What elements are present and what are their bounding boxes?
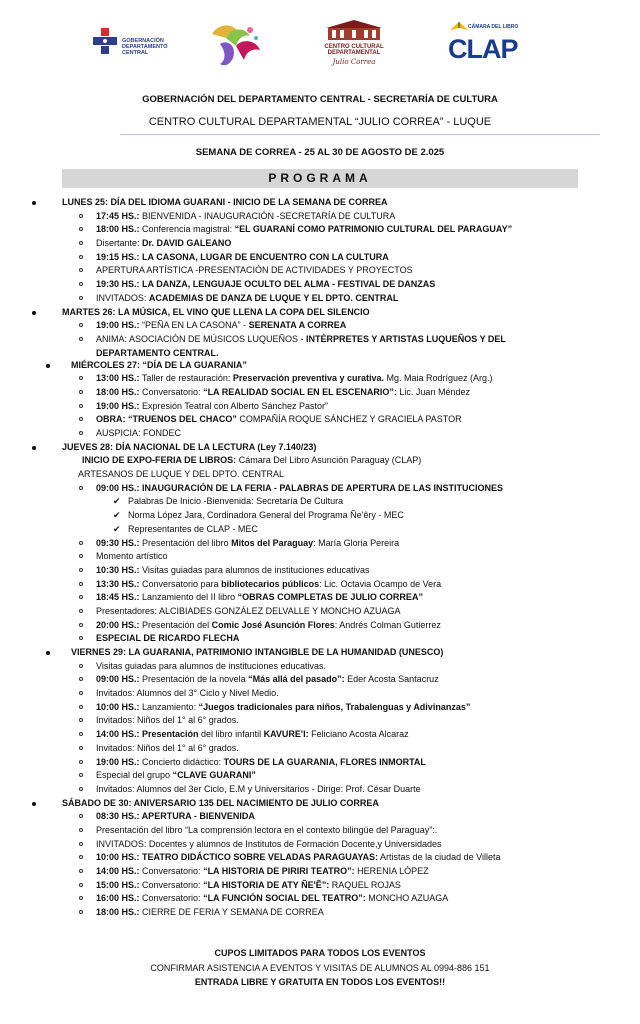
text-segment: MIÉRCOLES 27: “DÍA DE LA GUARANIA” [71,359,247,370]
text-segment: BIENVENIDA - INAUGURACIÓN -SECRETARÍA DE CULTURA [139,210,396,221]
program-line-text [96,756,426,770]
item-bullet [79,296,83,300]
text-segment: 13:30 HS.: [96,578,140,589]
day-bullet [32,446,36,450]
program-line [0,632,640,646]
item-bullet [79,828,83,832]
item-bullet [79,677,83,681]
program-line-text [96,810,255,824]
text-segment: COMPAÑÍA ROQUE SÁNCHEZ Y GRACIELA PASTOR [236,414,462,425]
program-line [0,865,640,879]
footer-cupos: CUPOS LIMITADOS PARA TODOS LOS EVENTOS [214,948,426,958]
programa-title: PROGRAMA [62,169,578,188]
item-bullet [79,896,83,900]
text-segment: Conversatorio: [139,879,204,890]
program-line [0,495,640,509]
text-segment: Presentación del [139,619,212,630]
text-segment: Invitados: Alumnos del 3° Ciclo y Nivel Medio. [96,688,279,699]
program-line-text [78,468,284,482]
text-segment: 14:00 HS.: Presentación [96,729,199,740]
text-segment: Feliciano Acosta Alcaraz [308,729,409,740]
program-line [0,619,640,633]
program-line [0,441,640,455]
program-line-text [96,824,437,838]
text-segment: : Andrés Colman Gutierrez [334,619,441,630]
gobernacion-logo-line3: CENTRAL [122,50,149,56]
text-segment: Lic. Juan Méndez [396,386,470,397]
item-bullet [79,337,83,341]
text-segment: ARTESANOS DE LUQUE Y DEL DPTO. CENTRAL [78,469,285,480]
text-segment: 10:30 HS.: [96,564,140,575]
program-line-text [96,865,429,879]
program-line [0,742,640,756]
text-segment: VIERNES 29: LA GUARANIA, PATRIMONIO INTANGIBLE DE LA HUMANIDAD [71,647,397,657]
program-line [0,454,640,468]
text-segment: Conferencia magistral: [139,224,235,235]
program-line [0,237,640,251]
program-line-text [62,441,316,455]
program-line-text [96,701,470,715]
text-segment: Presentadores: ALCIBIADES GONZÁLEZ DELVALLE Y MONCHO AZUAGA [96,605,401,616]
item-bullet [79,568,83,572]
text-segment: 16:00 HS.: [96,893,140,904]
program-line [0,306,640,320]
item-bullet [79,241,83,245]
text-segment: Invitados: Niños del 1° al 6° grados. [96,742,239,753]
text-segment: SERENATA A CORREA [248,320,347,331]
item-bullet [79,705,83,709]
text-segment: Conversatorio: [139,893,204,904]
text-segment: Concierto didáctico: [139,756,224,767]
program-line [0,264,640,278]
gobernacion-logo [92,18,172,74]
text-segment: 14:00 HS.: [96,866,140,876]
program-line [0,701,640,715]
text-segment: Presentación del libro “La comprensión lectora en el contexto bilingüe del Paraguay”:. [96,824,438,835]
program-line-text [96,237,231,251]
text-segment: (UNESCO) [396,647,444,657]
text-segment: 19:00 HS.: [96,320,140,331]
program-line-text [96,427,181,441]
program-line-text [96,591,423,605]
text-segment: Norma López Jara, Cordinadora General del Programa Ñe'êry - MEC [128,510,404,521]
text-segment: Conversatorio: [139,386,204,397]
item-bullet [79,732,83,736]
text-segment: ANIMA: ASOCIACIÓN DE MÚSICOS LUQUEÑOS - [96,333,307,344]
program-line-text [96,292,398,306]
program-line-text [96,906,324,920]
program-line [0,413,640,427]
program-line-text [62,196,388,210]
text-segment: SÁBADO DE 30: ANIVERSARIO 135 DEL NACIMIENTO DE JULIO CORREA [62,797,379,808]
program-line-text [96,251,389,265]
text-segment: Lanzamiento: [139,701,199,712]
text-segment: 08:30 HS.: APERTURA - BIENVENIDA [96,811,255,822]
item-bullet [79,268,83,272]
text-segment: MARTES 26: LA MÚSICA, EL VINO QUE LLENA LA COPA DEL SILENCIO [62,306,370,317]
text-segment: Preservación preventiva y curativa. [232,373,385,384]
program-line-text [96,838,442,852]
program-line-text [96,851,500,865]
item-bullet [79,760,83,764]
header-centro-cultural: CENTRO CULTURAL DEPARTAMENTAL “JULIO CORREA” - LUQUE [148,116,492,128]
header-secretaria: GOBERNACIÓN DEL DEPARTAMENTO CENTRAL - SECRETARÍA DE CULTURA [142,94,498,105]
text-segment: LUNES 25: DÍA DEL IDIOMA GUARANI - INICIO DE LA SEMANA DE CORREA [62,197,388,207]
text-segment: 10:00 HS.: [96,701,140,712]
bird-logo [204,18,266,74]
program-line [0,359,640,373]
item-bullet [79,582,83,586]
program-line-text [96,223,512,237]
program-line-text [96,619,441,633]
text-segment: “Más allá del pasado”: [248,674,345,685]
program-line [0,210,640,224]
day-bullet [32,201,36,205]
item-bullet [79,773,83,777]
text-segment: Eder Acosta Santacruz [344,674,439,685]
program-line [0,673,640,687]
text-segment: Conversatorio: [139,866,204,876]
text-segment: JUEVES 28: DÍA NACIONAL DE LA LECTURA [62,441,255,452]
program-line [0,278,640,292]
program-line-text [96,892,448,906]
text-segment: Invitados: Alumnos del 3er Ciclo, E.M y Universitarios - Dirige: Prof. César Duarte [96,783,421,794]
book-icon [448,18,470,34]
text-segment: INICIO DE EXPO-FERIA DE LIBROS: [82,455,237,466]
program-line [0,523,640,537]
text-segment: MONCHO AZUAGA [365,893,449,904]
day-bullet [32,802,36,806]
text-segment: “CLAVE GUARANI” [172,770,256,781]
centro-cultural-signature: Julio Correa [332,58,376,66]
header-semana: SEMANA DE CORREA - 25 AL 30 DE AGOSTO DE 2.025 [195,147,445,158]
item-bullet [79,417,83,421]
text-segment: TOURS DE LA GUARANIA, FLORES INMORTAL [223,756,426,767]
program-line-text [96,333,506,347]
text-segment: ACADEMIAS DE DANZA DE LUQUE Y EL DPTO. CENTRAL [148,292,399,303]
text-segment: Conversatorio para [139,578,222,589]
item-bullet [79,609,83,613]
centro-cultural-logo [316,18,392,74]
program-line [0,564,640,578]
text-segment: “LA HISTORIA DE ATY ÑE'Ẽ”: [203,879,330,890]
item-bullet [79,636,83,640]
text-segment: 09:00 HS.: INAUGURACIÓN DE LA FERIA - PALABRAS DE APERTURA DE LAS INSTITUCIONES [96,482,504,493]
text-segment: “LA HISTORIA DE PIRIRI TEATRO”: [203,866,355,876]
item-bullet [79,883,83,887]
program-line-text [96,386,470,400]
text-segment: Taller de restauración: [139,373,233,384]
text-segment: CIERRE DE FERIA Y SEMANA DE CORREA [139,907,324,918]
day-bullet [46,364,50,368]
text-segment: Invitados: Niños del 1° al 6° grados. [96,715,239,726]
text-segment: HERENIA LÓPEZ [354,866,429,876]
text-segment: Palabras De Inicio -Bienvenida: Secretaría De Cultura [128,496,344,507]
program-line-text [96,714,239,728]
program-line [0,251,640,265]
program-line-text [96,347,219,359]
program-line-text [96,319,346,333]
text-segment: Visitas guiadas para alumnos de instituciones educativas [139,564,370,575]
program-line [0,660,640,674]
program-line [0,292,640,306]
program-line [0,468,640,482]
program-line [0,824,640,838]
text-segment: (Ley 7.140/23) [254,441,317,452]
text-segment: Mitos del Paraguay [231,537,314,548]
text-segment: : María Gloria Pereira [313,537,400,548]
text-segment: 09:30 HS.: [96,537,140,548]
item-bullet [79,554,83,558]
text-segment: DEPARTAMENTO CENTRAL. [96,347,219,358]
item-bullet [79,595,83,599]
checkmark-icon: ✔ [113,510,121,521]
program-line [0,769,640,783]
program-line-text [96,210,395,224]
program-line [0,427,640,441]
text-segment: INVITADOS: [96,292,149,303]
header-divider [120,134,600,135]
text-segment: Dr. DAVID GALEANO [142,238,232,249]
program-line-text [128,523,258,537]
program-line-text [96,673,439,687]
checkmark-icon: ✔ [113,496,121,507]
program-line [0,509,640,523]
program-line-text [96,482,503,496]
program-line [0,372,640,386]
item-bullet [79,390,83,394]
text-segment: Artistas de la ciudad de Villeta [378,852,501,863]
program-line-text [96,660,326,674]
text-segment: del libro infantil [198,729,264,740]
program-line-text [96,687,279,701]
item-bullet [79,718,83,722]
footer-confirmar: CONFIRMAR ASISTENCIA A EVENTOS Y VISITAS DE ALUMNOS AL 0994-886 151 [150,963,490,973]
program-line [0,605,640,619]
footer-entrada: ENTRADA LIBRE Y GRATUITA EN TODOS LOS EVENTOS!! [194,977,446,987]
item-bullet [79,486,83,490]
program-line-text [96,537,399,551]
text-segment: RAQUEL ROJAS [329,879,401,890]
text-segment: LA CASONA, LUGAR DE ENCUENTRO CON LA CULTURA [139,251,389,262]
text-segment: Mg. Maia Rodríguez (Arg.) [384,373,493,384]
centro-cultural-logo-line2: DEPARTAMENTAL [327,50,381,56]
program-line [0,400,640,414]
text-segment: Comic José Asunción Flores [211,619,335,630]
text-segment: 18:00 HS.: [96,907,140,918]
program-line [0,196,640,210]
gobernacion-logo-line2: DEPARTAMENTO [122,44,168,50]
program-line [0,347,640,359]
program-line-text [96,372,493,386]
program-line [0,783,640,797]
item-bullet [79,323,83,327]
text-segment: 15:00 HS.: [96,879,140,890]
text-segment: Especial del grupo [96,770,173,781]
program-line [0,687,640,701]
text-segment: Presentación de la novela [139,674,249,685]
text-segment: “Juegos tradicionales para niños, Trabalenguas y Adivinanzas” [198,701,471,712]
text-segment: 20:00 HS.: [96,619,140,630]
program-line-text [96,728,409,742]
item-bullet [79,787,83,791]
program-line-text [96,578,441,592]
text-segment: Presentación del libro [139,537,232,548]
program-line [0,578,640,592]
program-line [0,386,640,400]
item-bullet [79,869,83,873]
program-line [0,550,640,564]
gobernacion-emblem-icon [92,26,118,64]
gobernacion-logo-line1: GOBERNACIÓN [122,38,164,44]
text-segment: “PEÑA EN LA CASONA” - [139,320,249,331]
program-line-text [96,783,421,797]
text-segment: 19:30 HS.: [96,279,140,290]
program-line [0,797,640,811]
program-line [0,223,640,237]
program-line [0,646,640,660]
day-bullet [32,311,36,315]
program-line-text [96,769,256,783]
program-line-text [71,646,443,660]
text-segment: Representantes de CLAP - MEC [128,523,258,534]
day-bullet [46,651,50,655]
program-list [0,196,640,920]
program-line [0,906,640,920]
text-segment: “LA FUNCIÓN SOCIAL DEL TEATRO”: [203,893,366,904]
text-segment: 19:15 HS.: [96,251,140,262]
program-line-text [96,879,401,893]
program-line-text [96,413,462,427]
text-segment: 09:00 HS.: [96,674,140,685]
program-line [0,482,640,496]
program-line-text [96,564,370,578]
text-segment: “EL GUARANÍ COMO PATRIMONIO CULTURAL DEL PARAGUAY” [234,224,513,235]
program-line [0,838,640,852]
text-segment: OBRA: “TRUENOS DEL CHACO” [96,414,237,425]
item-bullet [79,227,83,231]
program-line [0,892,640,906]
text-segment: KAVURE'I: [263,729,309,740]
text-segment: 19:00 HS.: [96,756,140,767]
program-line-text [96,400,328,414]
logo-row [0,18,640,78]
item-bullet [79,746,83,750]
text-segment: INTÉRPRETES Y ARTISTAS LUQUEÑOS Y DEL [306,333,506,344]
text-segment: “OBRAS COMPLETAS DE JULIO CORREA” [237,592,423,603]
text-segment: AUSPICIA: FONDEC [96,428,182,438]
program-line-text [96,264,413,278]
item-bullet [79,404,83,408]
text-segment: 18:00 HS.: [96,386,140,397]
text-segment: bibliotecarios públicos [221,578,320,589]
bird-emblem-icon [204,18,266,74]
text-segment: 18:00 HS.: [96,224,140,235]
item-bullet [79,664,83,668]
program-line [0,537,640,551]
building-icon [316,18,392,42]
text-segment: 18:45 HS.: [96,592,140,603]
text-segment: “LA REALIDAD SOCIAL EN EL ESCENARIO”: [203,386,397,397]
program-line [0,728,640,742]
item-bullet [79,623,83,627]
text-segment: Momento artístico [96,551,168,562]
program-line-text [96,278,435,292]
program-line [0,333,640,347]
item-bullet [79,376,83,380]
text-segment: Expresión Teatral con Alberto Sánchez Pastor” [139,400,328,411]
item-bullet [79,910,83,914]
program-line-text [128,495,343,509]
text-segment: 17:45 HS.: [96,210,140,221]
program-line [0,591,640,605]
item-bullet [79,691,83,695]
program-line-text [96,632,239,646]
item-bullet [79,855,83,859]
text-segment: 13:00 HS.: [96,373,140,384]
program-line-text [71,359,247,373]
checkmark-icon: ✔ [113,523,121,534]
clap-logo [448,18,538,74]
item-bullet [79,255,83,259]
program-line [0,851,640,865]
program-line [0,879,640,893]
text-segment: 19:00 HS.: [96,400,140,411]
text-segment: ESPECIAL DE RICARDO FLECHA [96,633,240,644]
program-line-text [96,742,239,756]
text-segment: LA DANZA, LENGUAJE OCULTO DEL ALMA - FESTIVAL DE DANZAS [139,279,436,290]
centro-cultural-logo-line1: CENTRO CULTURAL [324,44,384,50]
item-bullet [79,541,83,545]
item-bullet [79,842,83,846]
program-line-text [128,509,404,523]
clap-logo-subtitle: CÁMARA DEL LIBRO [468,24,519,30]
program-line [0,810,640,824]
text-segment: APERTURA ARTÍSTICA -PRESENTACIÓN DE ACTIVIDADES Y PROYECTOS [96,265,413,276]
item-bullet [79,214,83,218]
program-line [0,319,640,333]
item-bullet [79,282,83,286]
text-segment: 10:00 HS.: TEATRO DIDÁCTICO SOBRE VELADAS PARAGUAYAS: [96,852,379,863]
program-line-text [62,797,379,811]
text-segment: Disertante: [96,238,143,249]
item-bullet [79,814,83,818]
program-line-text [96,605,400,619]
text-segment: : Lic. Octavia Ocampo de Vera [319,578,442,589]
clap-logo-wordmark: CLAP [448,34,518,64]
text-segment: Lanzamiento del II libro [139,592,238,603]
item-bullet [79,431,83,435]
program-line-text [96,550,168,564]
text-segment: Cámara Del Libro Asunción Paraguay (CLAP) [236,455,422,466]
text-segment: INVITADOS: Docentes y alumnos de Institutos de Formación Docente,y Universidades [96,838,442,849]
program-line [0,714,640,728]
program-line-text [82,454,421,468]
program-line-text [62,306,370,320]
program-line [0,756,640,770]
text-segment: Visitas guiadas para alumnos de instituciones educativas. [96,660,326,671]
